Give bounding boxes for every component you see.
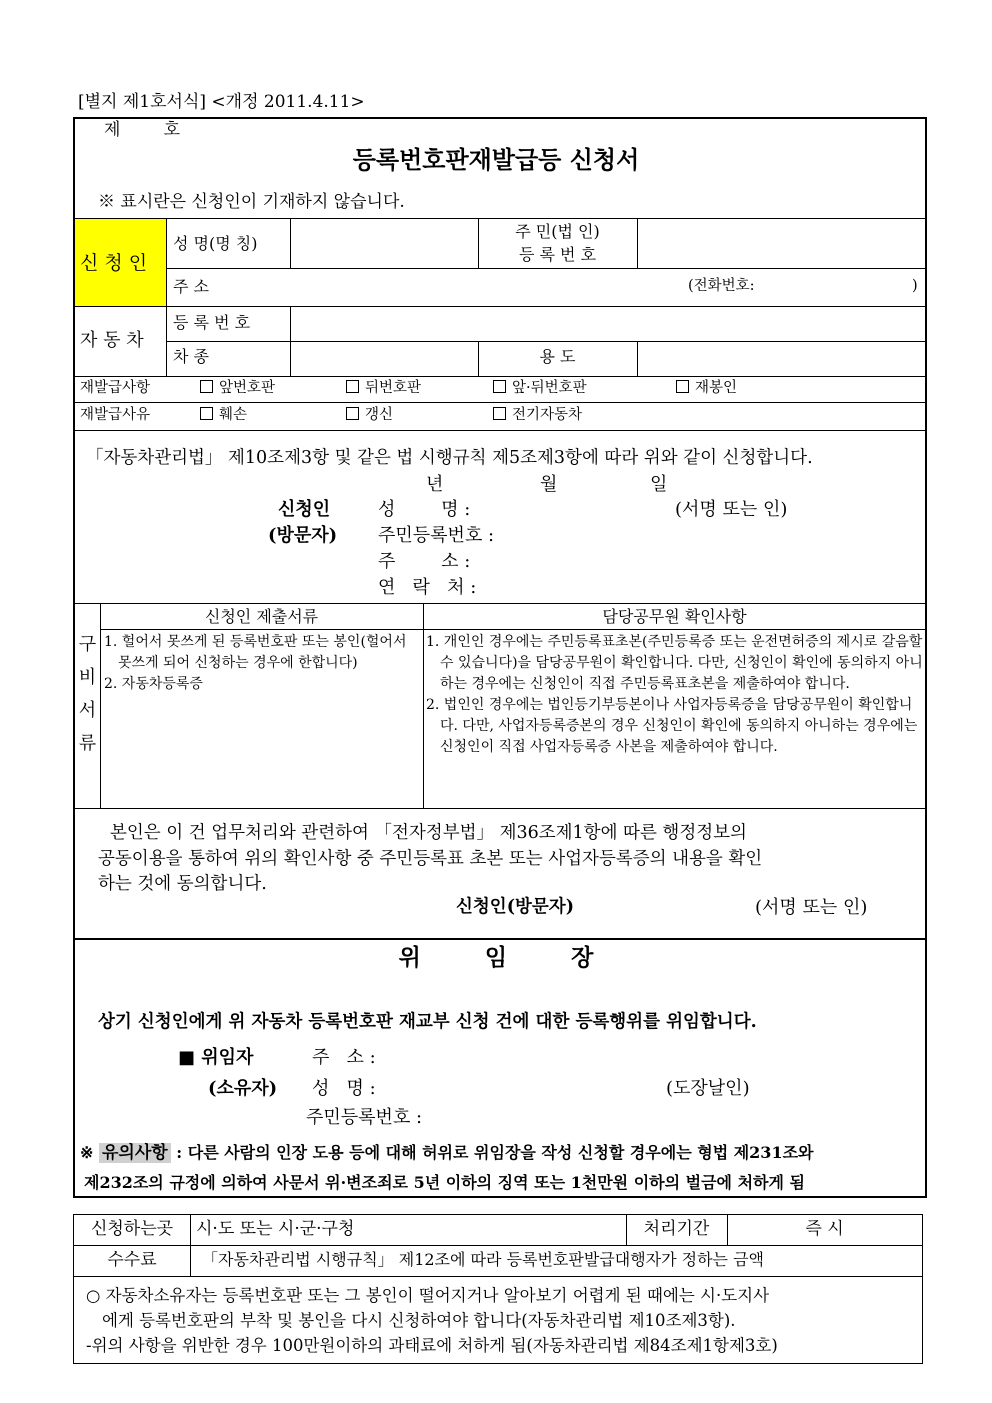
official-check-list xyxy=(426,632,924,758)
delegator-id-field: 주민등록번호 : xyxy=(306,1107,423,1128)
footer-note-line-2: 에게 등록번호판의 부착 및 봉인을 다시 신청하여야 합니다(자동차관리법 제10조제3항). xyxy=(102,1311,736,1330)
option-rear-plate[interactable]: 뒤번호판 xyxy=(346,380,421,397)
vehicle-type-field[interactable] xyxy=(291,342,477,375)
form-number: 제 호 xyxy=(104,120,181,140)
form-title: 등록번호판재발급등 신청서 xyxy=(352,145,640,174)
checkbox[interactable] xyxy=(493,380,506,393)
applicant-reg-label-1: 주 민(법 인) xyxy=(515,222,600,241)
applicant-name-label: 성 명(명 칭) xyxy=(173,234,258,253)
consent-sign-note: (서명 또는 인) xyxy=(755,897,868,918)
declaration-contact-field: 연 락 처 : xyxy=(378,577,477,598)
delegator-address-field: 주 소 : xyxy=(312,1047,376,1068)
footer-note-line-3: -위의 사항을 위반한 경우 100만원이하의 과태료에 처하게 됨(자동차관리법 제84조제1항제3호) xyxy=(86,1336,778,1355)
period-value: 즉 시 xyxy=(805,1219,844,1239)
applicant-reg-label-2: 등 록 번 호 xyxy=(518,245,597,264)
list-item: 2. 법인인 경우에는 법인등기부등본이나 사업자등록증을 담당공무원이 확인합니다. 다만, 사업자등록증본의 경우 신청인이 확인에 동의하지 아니하는 경우에는 신청인이 직접 사업자등록증 사본을 제출하여야 합니다. xyxy=(426,697,918,755)
vehicle-reg-label: 등 록 번 호 xyxy=(173,313,251,332)
applicant-name-field[interactable] xyxy=(291,219,477,267)
caution-label: 유의사항 xyxy=(99,1143,171,1163)
caution-line-1: ※ 유의사항 : 다른 사람의 인장 도용 등에 대해 허위로 위임장을 작성 신청할 경우에는 형법 제231조와 xyxy=(80,1143,814,1163)
applicant-reg-field[interactable] xyxy=(638,219,925,267)
office-value: 시·도 또는 시·군·구청 xyxy=(196,1219,355,1239)
consent-line-1: 본인은 이 건 업무처리와 관련하여 「전자정부법」 제36조제1항에 따른 행정정보의 xyxy=(110,823,747,843)
checkbox[interactable] xyxy=(200,380,213,393)
delegator-label: ■ 위임자 xyxy=(178,1047,254,1068)
caution-line-2: 제232조의 규정에 의하여 사문서 위·변조죄로 5년 이하의 징역 또는 1천만원 이하의 벌금에 처하게 됨 xyxy=(84,1173,805,1192)
vehicle-reg-field[interactable] xyxy=(291,307,925,340)
address-field[interactable] xyxy=(291,269,681,305)
reason-electric[interactable]: 전기자동차 xyxy=(493,407,582,424)
form-notice: ※ 표시란은 신청인이 기재하지 않습니다. xyxy=(98,192,405,212)
reason-renewal[interactable]: 갱신 xyxy=(346,407,393,424)
option-front-plate[interactable]: 앞번호판 xyxy=(200,380,275,397)
declaration-sign-note: (서명 또는 인) xyxy=(675,499,788,520)
reason-damaged[interactable]: 훼손 xyxy=(200,407,247,424)
list-item: 2. 자동차등록증 xyxy=(104,676,203,692)
period-label: 처리기간 xyxy=(643,1219,710,1239)
form-label: [별지 제1호서식] <개정 2011.4.11> xyxy=(78,92,365,112)
declaration-applicant-label: 신청인 xyxy=(278,499,331,520)
applicant-documents-list xyxy=(104,632,420,695)
delegator-name-field: 성 명 : xyxy=(312,1078,376,1099)
consent-line-3: 하는 것에 동의합니다. xyxy=(98,874,267,894)
declaration-visitor-label: (방문자) xyxy=(268,525,338,546)
vehicle-section-label: 자 동 차 xyxy=(80,330,144,351)
consent-signer: 신청인(방문자) xyxy=(456,897,574,917)
left-column-header: 신청인 제출서류 xyxy=(204,607,319,626)
date-year: 년 xyxy=(426,474,444,495)
checkbox[interactable] xyxy=(676,380,689,393)
vehicle-use-field[interactable] xyxy=(638,342,925,375)
list-item: 1. 개인인 경우에는 주민등록표초본(주민등록증 또는 운전면허증의 제시로 갈음할 수 있습니다)을 담당공무원이 확인합니다. 다만, 신청인이 확인에 동의하지 아니하는 경우에는 신청인이 직접 주민등록표초본을 제출하여야 합니다. xyxy=(426,634,923,692)
fee-value: 「자동차관리법 시행규칙」 제12조에 따라 등록번호판발급대행자가 정하는 금액 xyxy=(202,1250,765,1269)
date-day: 일 xyxy=(650,474,668,495)
delegation-statement: 상기 신청인에게 위 자동차 등록번호판 재교부 신청 건에 대한 등록행위를 위임합니다. xyxy=(98,1012,757,1032)
owner-label: (소유자) xyxy=(208,1078,278,1099)
phone-label: (전화번호: xyxy=(688,278,755,294)
fee-label: 수수료 xyxy=(107,1250,157,1270)
applicant-section-label: 신 청 인 xyxy=(80,252,148,274)
vehicle-type-label: 차 종 xyxy=(173,347,209,366)
reissue-reasons-label: 재발급사유 xyxy=(80,407,151,423)
checkbox[interactable] xyxy=(200,407,213,420)
delegation-title: 위 임 장 xyxy=(398,944,594,971)
checkbox[interactable] xyxy=(346,407,359,420)
declaration-address-field: 주 소 : xyxy=(378,551,471,572)
reissue-items-label: 재발급사항 xyxy=(80,380,151,396)
vehicle-use-label: 용 도 xyxy=(539,347,576,366)
phone-close: ) xyxy=(912,278,918,294)
checkbox[interactable] xyxy=(493,407,506,420)
checkbox[interactable] xyxy=(346,380,359,393)
declaration-id-field: 주민등록번호 : xyxy=(378,525,495,546)
date-month: 월 xyxy=(540,474,558,495)
declaration-text: 「자동차관리법」 제10조제3항 및 같은 법 시행규칙 제5조제3항에 따라 위와 같이 신청합니다. xyxy=(86,448,813,468)
seal-note: (도장날인) xyxy=(666,1078,750,1099)
office-label: 신청하는곳 xyxy=(90,1219,174,1239)
option-reseal[interactable]: 재봉인 xyxy=(676,380,737,397)
right-column-header: 담당공무원 확인사항 xyxy=(602,607,747,626)
address-label: 주 소 xyxy=(173,277,209,296)
list-item: 1. 헐어서 못쓰게 된 등록번호판 또는 봉인(헐어서 못쓰게 되어 신청하는 경우에 한합니다) xyxy=(104,634,407,671)
declaration-name-field: 성 명 : xyxy=(378,499,471,520)
option-both-plates[interactable]: 앞·뒤번호판 xyxy=(493,380,587,397)
documents-side-label: 구 비 서 류 xyxy=(78,634,97,754)
consent-line-2: 공동이용을 통하여 위의 확인사항 중 주민등록표 초본 또는 사업자등록증의 내용을 확인 xyxy=(98,849,763,869)
footer-note-line-1: ○ 자동차소유자는 등록번호판 또는 그 봉인이 떨어지거나 알아보기 어렵게 된 때에는 시·도지사 xyxy=(86,1286,770,1305)
